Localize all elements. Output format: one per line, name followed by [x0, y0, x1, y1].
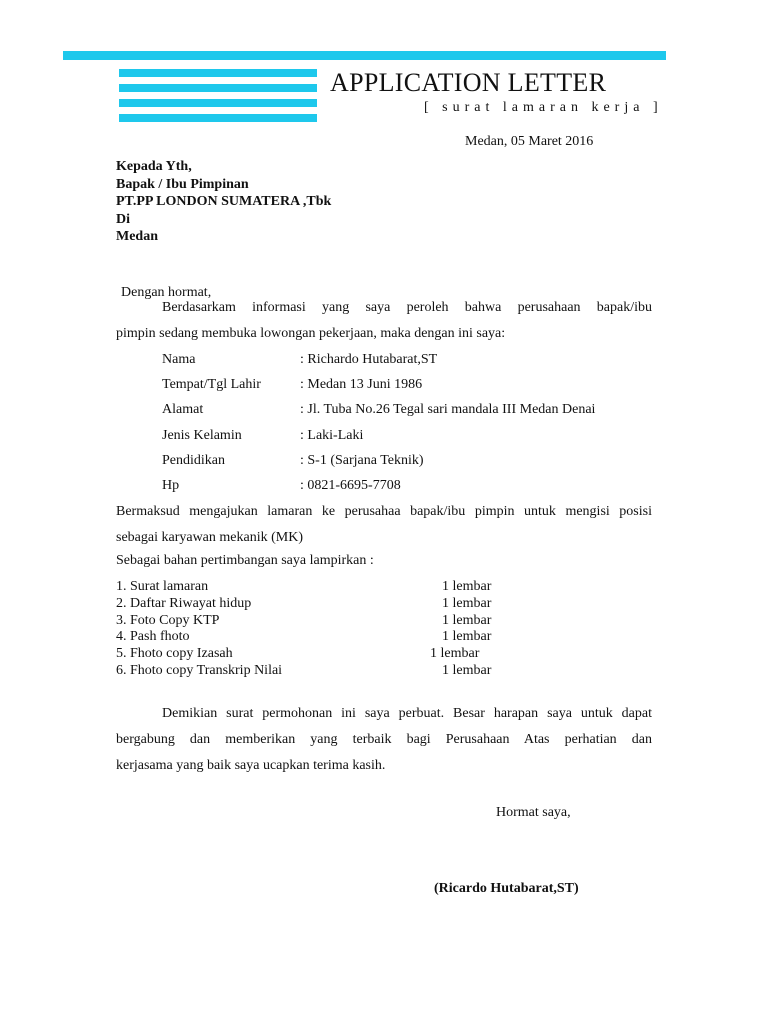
attachment-count: 1 lembar [442, 579, 492, 594]
header-stripe-1 [119, 69, 317, 77]
attachment-item: 1. Surat lamaran [116, 579, 209, 594]
detail-value: : 0821-6695-7708 [300, 478, 401, 493]
recipient-block [116, 158, 331, 246]
detail-label: Nama [162, 352, 196, 367]
header-stripe-3 [119, 99, 317, 107]
detail-value: : S-1 (Sarjana Teknik) [300, 453, 424, 468]
recipient-line: PT.PP LONDON SUMATERA ,Tbk [116, 194, 332, 209]
attachment-count: 1 lembar [442, 596, 492, 611]
purpose-line: sebagai karyawan mekanik (MK) [116, 530, 303, 545]
recipient-line: Medan [116, 229, 158, 244]
detail-label: Alamat [162, 402, 204, 417]
letter-title: APPLICATION LETTER [330, 68, 607, 97]
detail-value: : Medan 13 Juni 1986 [300, 377, 423, 392]
intro-paragraph [116, 295, 652, 347]
purpose-line: Bermaksud mengajukan lamaran ke perusahaa bapak/ibu pimpin untuk mengisi posisi [116, 504, 652, 519]
recipient-line: Di [116, 211, 130, 227]
attachment-count: 1 lembar [430, 646, 480, 661]
purpose-paragraph [116, 499, 652, 551]
closing-line: bergabung dan memberikan yang terbaik bagi Perusahaan Atas perhatian dan [116, 732, 652, 747]
intro-line: pimpin sedang membuka lowongan pekerjaan, maka dengan ini saya: [116, 326, 506, 341]
detail-label: Pendidikan [162, 453, 225, 468]
detail-label: Tempat/Tgl Lahir [162, 377, 261, 392]
place-date: Medan, 05 Maret 2016 [465, 134, 594, 149]
header-stripe-4 [119, 114, 317, 122]
detail-value: : Laki-Laki [300, 428, 364, 443]
signoff: Hormat saya, [496, 805, 571, 820]
attachment-item: 6. Fhoto copy Transkrip Nilai [116, 663, 283, 678]
attachment-item: 3. Foto Copy KTP [116, 613, 220, 628]
header-bar-top [63, 51, 666, 60]
detail-value: : Jl. Tuba No.26 Tegal sari mandala III Medan Denai [300, 402, 596, 417]
closing-line: kerjasama yang baik saya ucapkan terima kasih. [116, 758, 386, 773]
attachment-item: 2. Daftar Riwayat hidup [116, 596, 252, 611]
attachment-count: 1 lembar [442, 663, 492, 678]
detail-label: Hp [162, 478, 180, 493]
attachment-count: 1 lembar [442, 613, 492, 628]
signature-name: (Ricardo Hutabarat,ST) [434, 881, 579, 896]
recipient-line: Kepada Yth, [116, 159, 192, 174]
attach-intro: Sebagai bahan pertimbangan saya lampirkan : [116, 553, 374, 568]
header-stripe-2 [119, 84, 317, 92]
detail-value: : Richardo Hutabarat,ST [300, 352, 438, 367]
letter-subtitle: [ surat lamaran kerja ] [424, 100, 663, 115]
attachment-item: 5. Fhoto copy Izasah [116, 646, 233, 661]
closing-paragraph [116, 701, 652, 779]
detail-label: Jenis Kelamin [162, 428, 242, 443]
attachment-count: 1 lembar [442, 629, 492, 644]
recipient-line: Bapak / Ibu Pimpinan [116, 176, 249, 192]
closing-line: Demikian surat permohonan ini saya perbuat. Besar harapan saya untuk dapat [162, 706, 652, 721]
greeting: Dengan hormat, [121, 285, 212, 300]
attachment-item: 4. Pash fhoto [116, 629, 190, 644]
intro-line: Berdasarkam informasi yang saya peroleh bahwa perusahaan bapak/ibu [162, 300, 652, 315]
